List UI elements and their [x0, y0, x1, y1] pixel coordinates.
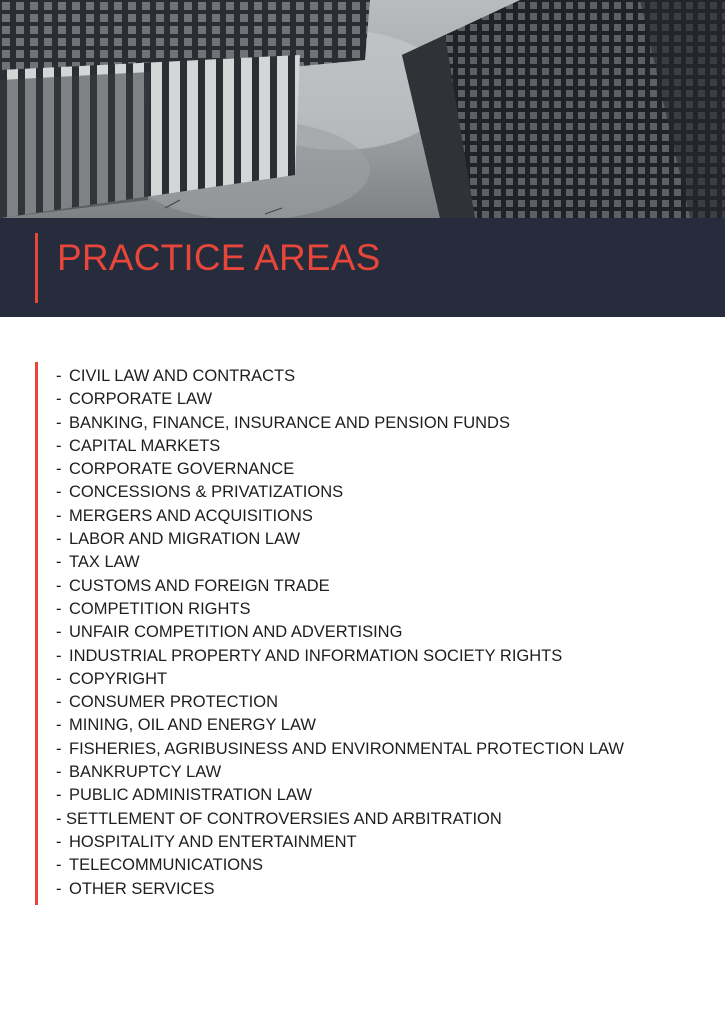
list-item	[56, 575, 624, 598]
list-item	[56, 551, 624, 574]
practice-area-label: INDUSTRIAL PROPERTY AND INFORMATION SOCIETY RIGHTS	[69, 646, 563, 665]
practice-area-label: LABOR AND MIGRATION LAW	[69, 530, 301, 549]
bullet-dash: -	[56, 739, 62, 758]
bullet-dash: -	[56, 553, 62, 572]
practice-area-label: MINING, OIL AND ENERGY LAW	[69, 716, 316, 735]
bullet-dash: -	[56, 669, 62, 688]
bullet-dash: -	[56, 413, 62, 432]
practice-area-label: COPYRIGHT	[69, 669, 168, 688]
practice-area-label: HOSPITALITY AND ENTERTAINMENT	[69, 832, 357, 851]
practice-areas-list	[56, 365, 624, 901]
list-item	[56, 831, 624, 854]
page-title: PRACTICE AREAS	[57, 237, 381, 278]
list-item	[56, 388, 624, 411]
bullet-dash: -	[56, 786, 62, 805]
practice-area-label: COMPETITION RIGHTS	[69, 599, 251, 618]
bullet-dash: -	[56, 436, 62, 455]
list-item	[56, 481, 624, 504]
list-item	[56, 458, 624, 481]
practice-area-label: CORPORATE GOVERNANCE	[69, 460, 295, 479]
bullet-dash: -	[56, 506, 62, 525]
practice-area-label: CORPORATE LAW	[69, 390, 213, 409]
list-item	[56, 668, 624, 691]
bullet-dash: -	[56, 367, 62, 385]
practice-area-label: CIVIL LAW AND CONTRACTS	[69, 367, 296, 385]
bullet-dash: -	[56, 716, 62, 735]
bullet-dash: -	[56, 460, 62, 479]
list-item	[56, 505, 624, 528]
list-item	[56, 621, 624, 644]
practice-area-label: CONSUMER PROTECTION	[69, 693, 279, 712]
list-accent-bar	[35, 362, 38, 905]
list-item	[56, 435, 624, 458]
bullet-dash: -	[56, 763, 62, 782]
practice-area-label: FISHERIES, AGRIBUSINESS AND ENVIRONMENTAL PROTECTION LAW	[69, 739, 624, 758]
practice-area-label: CUSTOMS AND FOREIGN TRADE	[69, 576, 330, 595]
list-item	[56, 808, 624, 831]
practice-area-label: CONCESSIONS & PRIVATIZATIONS	[69, 483, 344, 502]
list-item	[56, 691, 624, 714]
practice-area-label: UNFAIR COMPETITION AND ADVERTISING	[69, 623, 403, 642]
practice-area-label: BANKING, FINANCE, INSURANCE AND PENSION FUNDS	[69, 413, 510, 432]
practice-area-label: OTHER SERVICES	[69, 879, 215, 898]
bullet-dash: -	[56, 599, 62, 618]
practice-area-label: PUBLIC ADMINISTRATION LAW	[69, 786, 312, 805]
bullet-dash: -	[56, 623, 62, 642]
practice-area-label: CAPITAL MARKETS	[69, 436, 221, 455]
title-banner	[0, 218, 725, 317]
practice-area-label: SETTLEMENT OF CONTROVERSIES AND ARBITRATION	[66, 809, 502, 828]
list-item	[56, 365, 624, 388]
list-item	[56, 528, 624, 551]
list-item	[56, 738, 624, 761]
bullet-dash: -	[56, 809, 62, 828]
list-item	[56, 878, 624, 901]
bullet-dash: -	[56, 693, 62, 712]
list-item	[56, 761, 624, 784]
practice-area-label: TELECOMMUNICATIONS	[69, 856, 264, 875]
practice-area-label: MERGERS AND ACQUISITIONS	[69, 506, 313, 525]
hero-image-skyscrapers	[0, 0, 725, 218]
bullet-dash: -	[56, 856, 62, 875]
bullet-dash: -	[56, 832, 62, 851]
practice-area-label: TAX LAW	[69, 553, 140, 572]
list-item	[56, 714, 624, 737]
bullet-dash: -	[56, 390, 62, 409]
bullet-dash: -	[56, 879, 62, 898]
bullet-dash: -	[56, 646, 62, 665]
list-item	[56, 784, 624, 807]
practice-area-label: BANKRUPTCY LAW	[69, 763, 222, 782]
bullet-dash: -	[56, 483, 62, 502]
bullet-dash: -	[56, 576, 62, 595]
list-item	[56, 645, 624, 668]
list-item	[56, 412, 624, 435]
list-item	[56, 598, 624, 621]
list-item	[56, 854, 624, 877]
bullet-dash: -	[56, 530, 62, 549]
accent-bar	[35, 233, 38, 303]
